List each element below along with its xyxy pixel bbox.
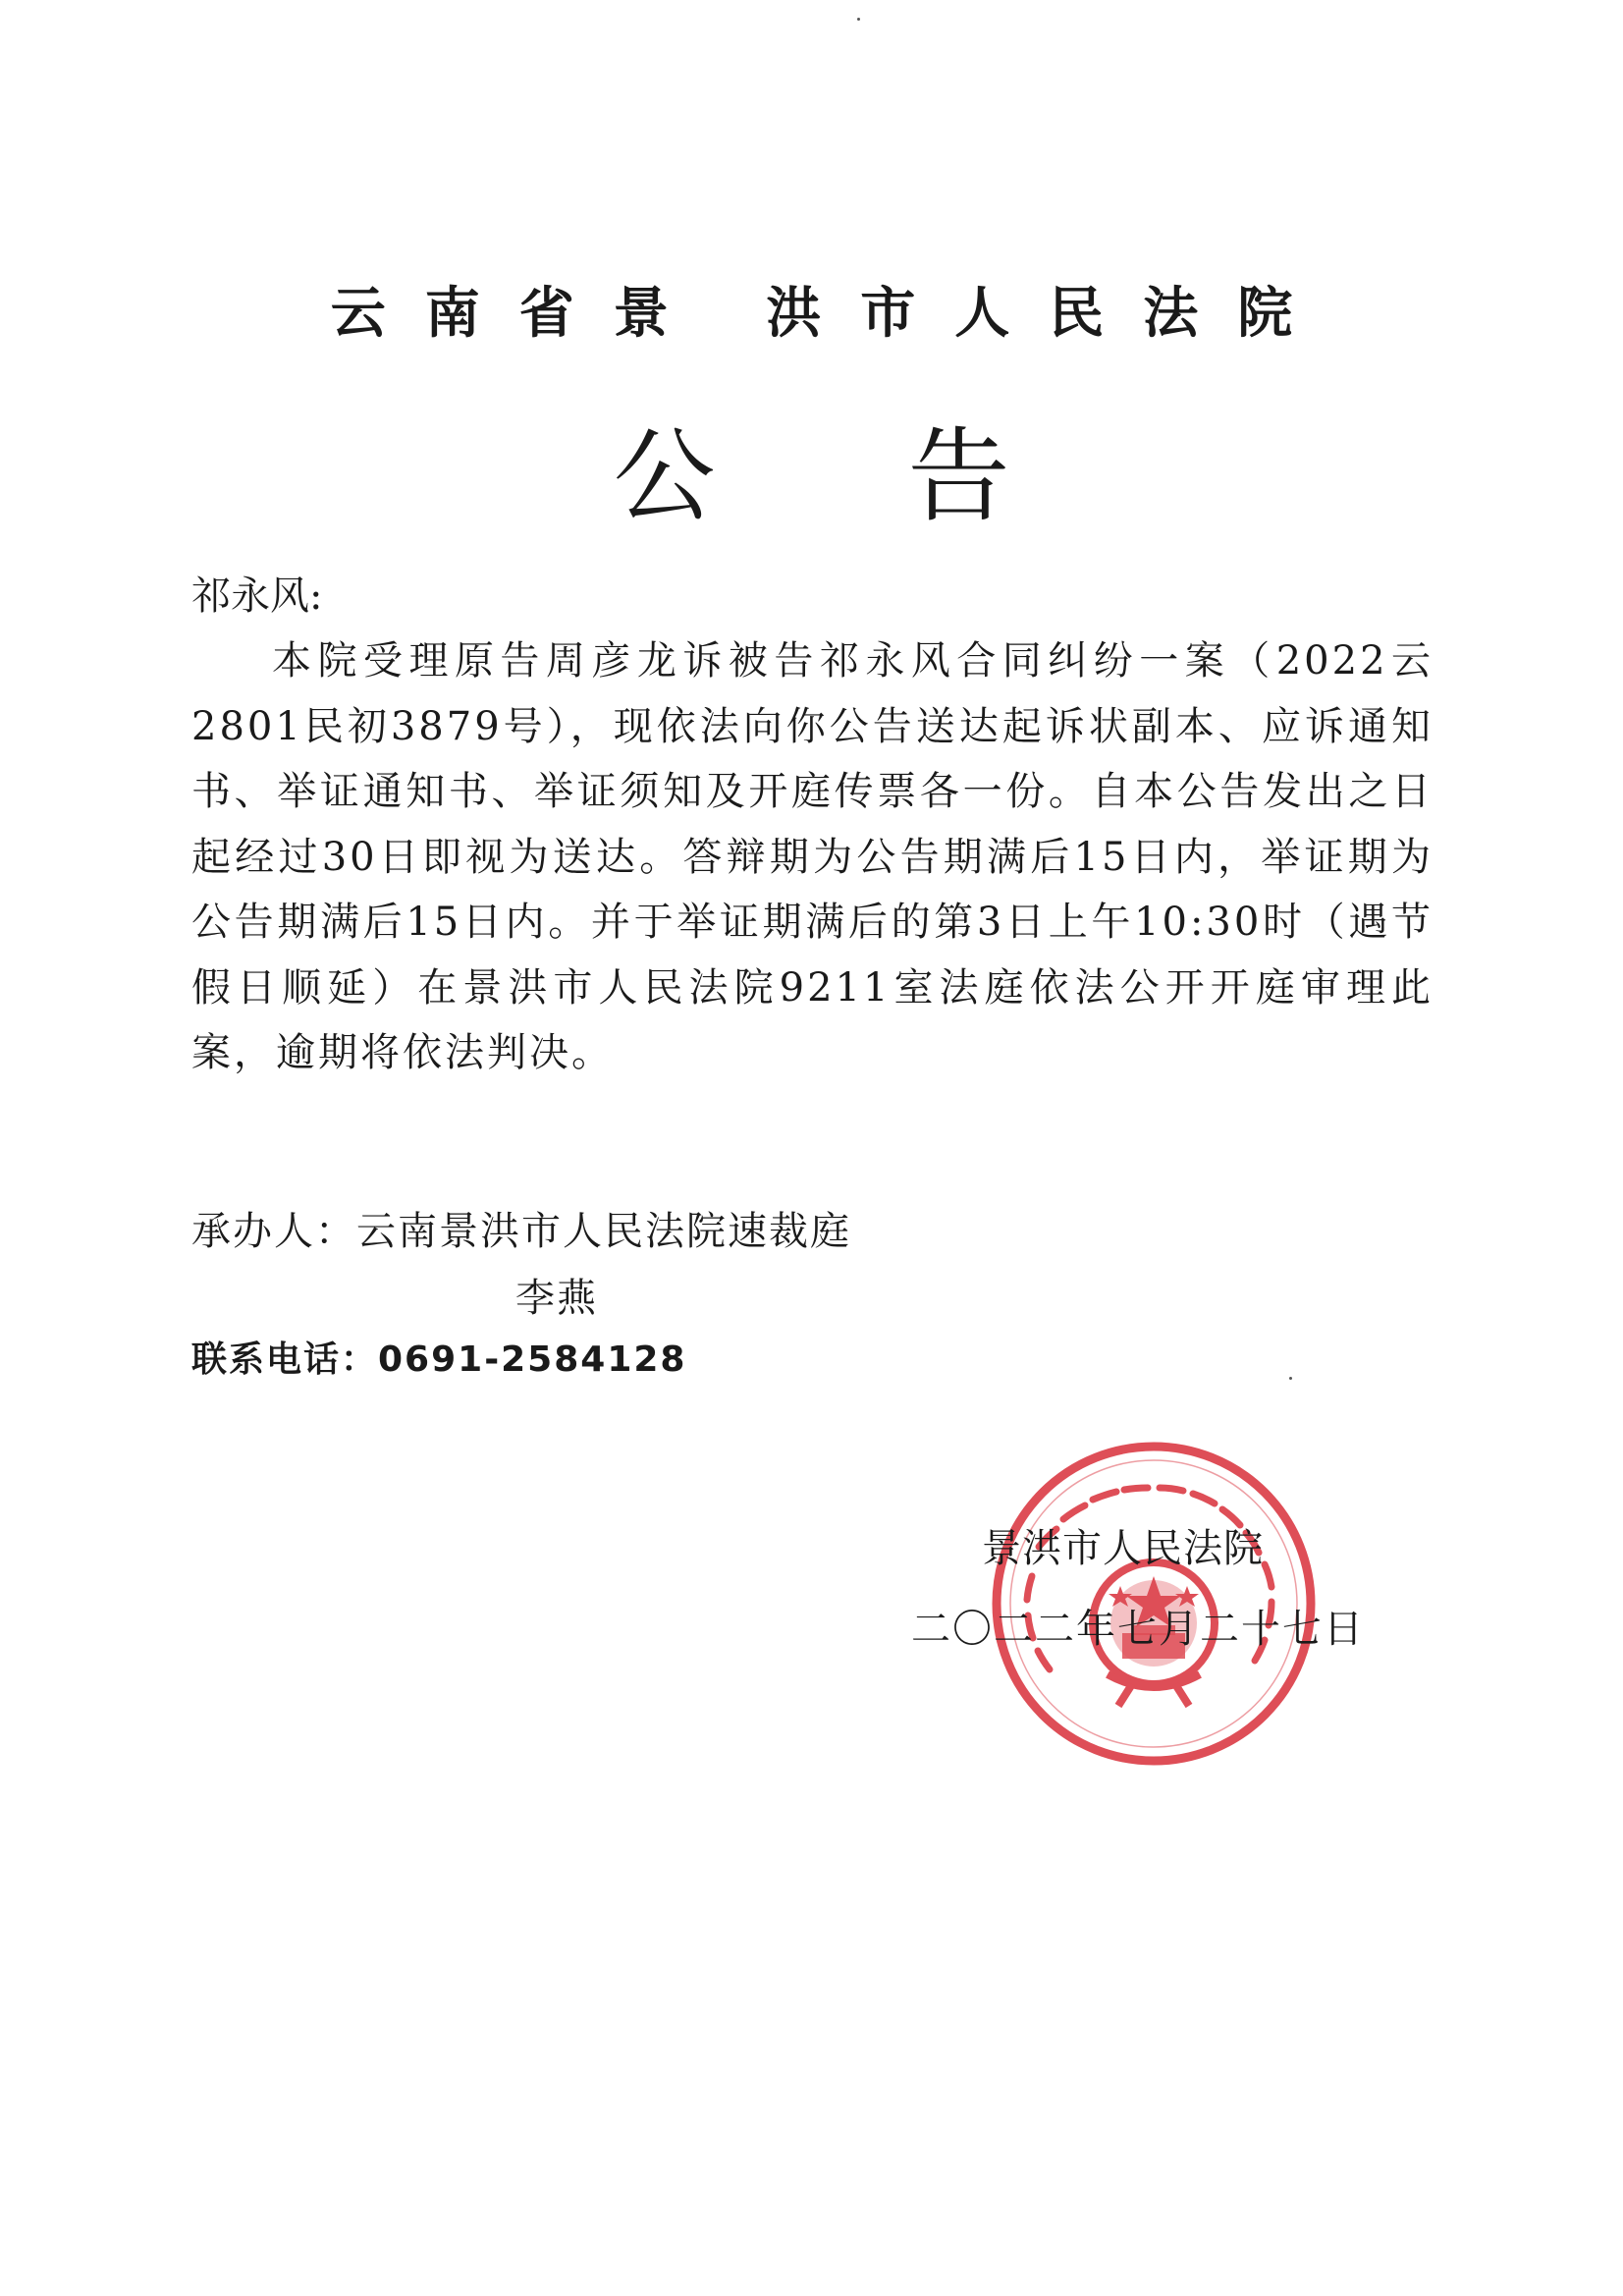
handler-label: 承办人： bbox=[191, 1209, 356, 1254]
scan-speck bbox=[1289, 1377, 1292, 1380]
document-title: 公告 bbox=[613, 416, 1203, 536]
signature-date: 二〇二二年七月二十七日 bbox=[911, 1607, 1365, 1652]
scan-speck bbox=[857, 18, 860, 21]
notice-body: 本院受理原告周彦龙诉被告祁永风合同纠纷一案（2022云2801民初3879号），现依法向你公告送达起诉状副本、应诉通知书、举证通知书、举证须知及开庭传票各一份。自本公告发出之日起经过30日即视为送达。答辩期为公告期满后15日内，举证期为公告期满后15日内。并于举证期满后的第3日上午10:30时（遇节假日顺延）在景洪市人民法院9211室法庭依法公开开庭审理此案，逾期将依法判决。 bbox=[191, 638, 1434, 1075]
handler-name: 李燕 bbox=[515, 1276, 598, 1321]
addressee: 祁永风: bbox=[191, 574, 323, 619]
signature-court-name: 景洪市人民法院 bbox=[982, 1526, 1264, 1571]
handler-line bbox=[191, 1200, 851, 1263]
handler-department: 云南景洪市人民法院速裁庭 bbox=[356, 1209, 851, 1254]
contact-phone: 联系电话：0691-2584128 bbox=[191, 1339, 687, 1380]
court-name-heading: 云南省景 洪市人民法院 bbox=[330, 282, 1332, 346]
